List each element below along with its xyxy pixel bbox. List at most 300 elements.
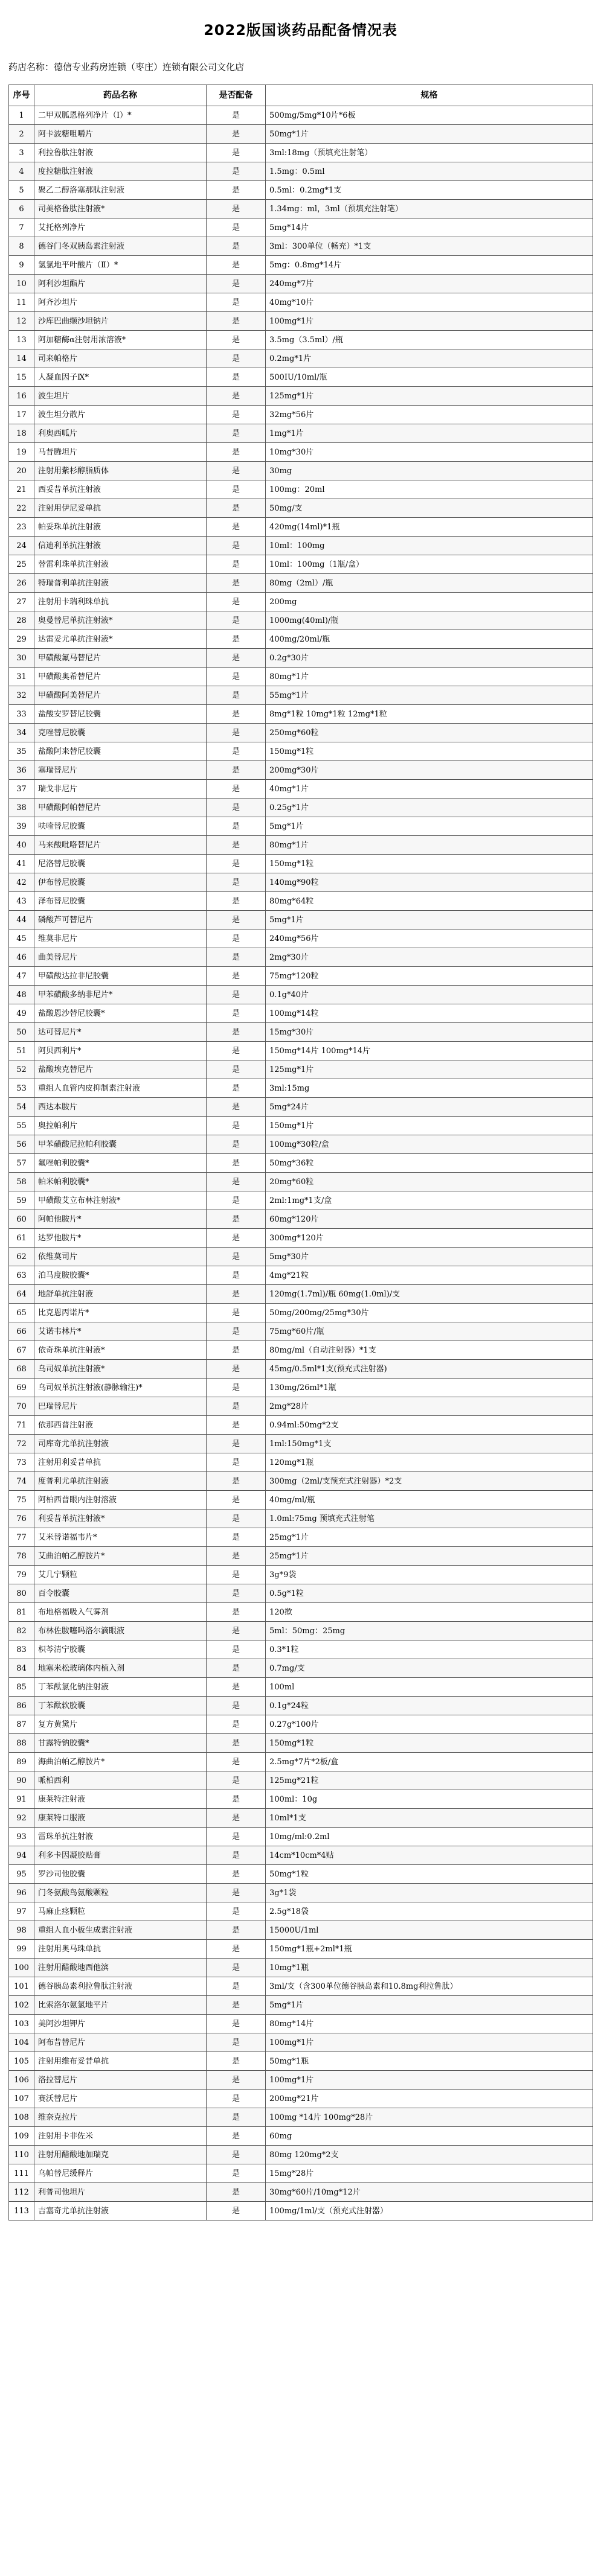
spec: 240mg*7片 [266, 275, 593, 293]
stocked-status: 是 [207, 1304, 266, 1322]
drug-name: 注射用醋酸地西他滨 [34, 1959, 207, 1977]
row-number: 49 [9, 1004, 34, 1023]
spec: 50mg/200mg/25mg*30片 [266, 1304, 593, 1322]
stocked-status: 是 [207, 2052, 266, 2071]
spec: 250mg*60粒 [266, 724, 593, 742]
row-number: 38 [9, 799, 34, 817]
table-row [9, 1098, 593, 1117]
drug-name: 地舒单抗注射液 [34, 1285, 207, 1304]
row-number: 72 [9, 1435, 34, 1453]
drug-name: 注射用卡非佐米 [34, 2127, 207, 2146]
spec: 0.2mg*1片 [266, 349, 593, 368]
row-number: 28 [9, 611, 34, 630]
stocked-status: 是 [207, 406, 266, 424]
drug-name: 达雷妥尤单抗注射液* [34, 630, 207, 649]
row-number: 3 [9, 144, 34, 162]
page-title: 2022版国谈药品配备情况表 [204, 22, 397, 39]
table-row [9, 2052, 593, 2071]
spec: 125mg*21粒 [266, 1771, 593, 1790]
spec: 100ml：10g [266, 1790, 593, 1809]
table-row [9, 162, 593, 181]
spec: 80mg 120mg*2支 [266, 2146, 593, 2164]
stocked-status: 是 [207, 2164, 266, 2183]
row-number: 6 [9, 200, 34, 218]
stocked-status: 是 [207, 911, 266, 929]
stocked-status: 是 [207, 106, 266, 125]
spec: 120mg(1.7ml)/瓶 60mg(1.0ml)/支 [266, 1285, 593, 1304]
row-number: 36 [9, 761, 34, 780]
table-row [9, 836, 593, 855]
row-number: 107 [9, 2090, 34, 2108]
stocked-status: 是 [207, 1566, 266, 1584]
stocked-status: 是 [207, 1510, 266, 1528]
drug-name: 美阿沙坦钾片 [34, 2015, 207, 2033]
row-number: 85 [9, 1678, 34, 1697]
row-number: 70 [9, 1397, 34, 1416]
table-row [9, 611, 593, 630]
row-number: 67 [9, 1341, 34, 1360]
drug-name: 聚乙二醇洛塞那肽注射液 [34, 181, 207, 200]
drug-name: 氢氯地平叶酸片（Ⅱ）* [34, 256, 207, 275]
stocked-status: 是 [207, 2183, 266, 2202]
table-row [9, 1697, 593, 1715]
header-spec: 规格 [266, 85, 593, 106]
drug-name: 赛沃替尼片 [34, 2090, 207, 2108]
drug-name: 重组人血管内皮抑制素注射液 [34, 1079, 207, 1098]
drug-name: 帕米帕利胶囊* [34, 1173, 207, 1191]
drug-name: 盐酸安罗替尼胶囊 [34, 705, 207, 724]
spec: 10ml：100mg [266, 537, 593, 555]
drug-name: 海曲泊帕乙醇胺片* [34, 1753, 207, 1771]
drug-name: 沙库巴曲缬沙坦钠片 [34, 312, 207, 331]
spec: 120揿 [266, 1603, 593, 1622]
row-number: 91 [9, 1790, 34, 1809]
spec: 50mg*1瓶 [266, 2052, 593, 2071]
stocked-status: 是 [207, 2090, 266, 2108]
table-row [9, 686, 593, 705]
drug-name: 注射用利妥昔单抗 [34, 1453, 207, 1472]
spec: 4mg*21粒 [266, 1266, 593, 1285]
stocked-status: 是 [207, 1173, 266, 1191]
table-row [9, 1341, 593, 1360]
drug-name: 布地格福吸入气雾剂 [34, 1603, 207, 1622]
stocked-status: 是 [207, 630, 266, 649]
row-number: 86 [9, 1697, 34, 1715]
table-row [9, 237, 593, 256]
row-number: 13 [9, 331, 34, 349]
table-row [9, 2146, 593, 2164]
stocked-status: 是 [207, 1940, 266, 1959]
table-row [9, 855, 593, 873]
table-row [9, 1771, 593, 1790]
table-row [9, 1248, 593, 1266]
table-row [9, 1023, 593, 1042]
table-row [9, 312, 593, 331]
row-number: 31 [9, 668, 34, 686]
table-row [9, 2090, 593, 2108]
row-number: 21 [9, 480, 34, 499]
spec: 60mg*120片 [266, 1210, 593, 1229]
spec: 0.3*1粒 [266, 1640, 593, 1659]
stocked-status: 是 [207, 1023, 266, 1042]
stocked-status: 是 [207, 2202, 266, 2221]
table-row [9, 593, 593, 611]
spec: 75mg*60片/瓶 [266, 1322, 593, 1341]
stocked-status: 是 [207, 1154, 266, 1173]
drug-name: 尼洛替尼胶囊 [34, 855, 207, 873]
drug-name: 西妥昔单抗注射液 [34, 480, 207, 499]
row-number: 42 [9, 873, 34, 892]
stocked-status: 是 [207, 780, 266, 799]
table-row [9, 1622, 593, 1640]
spec: 10ml：100mg（1瓶/盒） [266, 555, 593, 574]
row-number: 29 [9, 630, 34, 649]
header-no: 序号 [9, 85, 34, 106]
spec: 100mg*1片 [266, 312, 593, 331]
stocked-status: 是 [207, 668, 266, 686]
drug-name: 洛拉替尼片 [34, 2071, 207, 2090]
spec: 200mg [266, 593, 593, 611]
row-number: 50 [9, 1023, 34, 1042]
spec: 2.5mg*7片*2板/盒 [266, 1753, 593, 1771]
drug-name: 马昔腾坦片 [34, 443, 207, 462]
spec: 100ml [266, 1678, 593, 1697]
stocked-status: 是 [207, 1266, 266, 1285]
stocked-status: 是 [207, 873, 266, 892]
stocked-status: 是 [207, 424, 266, 443]
stocked-status: 是 [207, 555, 266, 574]
header-stocked: 是否配备 [207, 85, 266, 106]
spec: 2mg*28片 [266, 1397, 593, 1416]
stocked-status: 是 [207, 724, 266, 742]
stocked-status: 是 [207, 1809, 266, 1828]
spec: 5mg*14片 [266, 218, 593, 237]
drug-name: 艾曲泊帕乙醇胺片* [34, 1547, 207, 1566]
spec: 30mg [266, 462, 593, 480]
table-row [9, 668, 593, 686]
drug-name: 德谷门冬双胰岛素注射液 [34, 237, 207, 256]
row-number: 108 [9, 2108, 34, 2127]
row-number: 69 [9, 1379, 34, 1397]
drug-name: 甲磺酸阿美替尼片 [34, 686, 207, 705]
spec: 20mg*60粒 [266, 1173, 593, 1191]
stocked-status: 是 [207, 499, 266, 518]
drug-name: 维奈克拉片 [34, 2108, 207, 2127]
stocked-status: 是 [207, 349, 266, 368]
table-row [9, 1809, 593, 1828]
row-number: 60 [9, 1210, 34, 1229]
table-row [9, 181, 593, 200]
row-number: 96 [9, 1884, 34, 1902]
table-row [9, 742, 593, 761]
drug-name: 艾几宁颗粒 [34, 1566, 207, 1584]
table-row [9, 499, 593, 518]
table-row [9, 1397, 593, 1416]
drug-name: 康莱特注射液 [34, 1790, 207, 1809]
stocked-status: 是 [207, 574, 266, 593]
stocked-status: 是 [207, 611, 266, 630]
table-row [9, 1360, 593, 1379]
spec: 100mg *14片 100mg*28片 [266, 2108, 593, 2127]
spec: 75mg*120粒 [266, 967, 593, 986]
table-row [9, 799, 593, 817]
spec: 1.34mg：ml，3ml（预填充注射笔） [266, 200, 593, 218]
stocked-status: 是 [207, 593, 266, 611]
stocked-status: 是 [207, 387, 266, 406]
stocked-status: 是 [207, 1229, 266, 1248]
row-number: 51 [9, 1042, 34, 1060]
table-row [9, 1996, 593, 2015]
drug-name: 甲磺酸奥希替尼片 [34, 668, 207, 686]
drug-name: 依维莫司片 [34, 1248, 207, 1266]
drug-name: 艾米替诺福韦片* [34, 1528, 207, 1547]
stocked-status: 是 [207, 986, 266, 1004]
stocked-status: 是 [207, 1902, 266, 1921]
row-number: 112 [9, 2183, 34, 2202]
table-row [9, 1753, 593, 1771]
table-row [9, 705, 593, 724]
spec: 3ml：300单位（畅充）*1支 [266, 237, 593, 256]
stocked-status: 是 [207, 1753, 266, 1771]
spec: 40mg*10片 [266, 293, 593, 312]
stocked-status: 是 [207, 1135, 266, 1154]
table-row [9, 275, 593, 293]
drug-name: 甲磺酸阿帕替尼片 [34, 799, 207, 817]
spec: 500IU/10ml/瓶 [266, 368, 593, 387]
stocked-status: 是 [207, 125, 266, 144]
row-number: 46 [9, 948, 34, 967]
row-number: 19 [9, 443, 34, 462]
table-row [9, 293, 593, 312]
stocked-status: 是 [207, 218, 266, 237]
spec: 50mg*36粒 [266, 1154, 593, 1173]
spec: 100mg/1ml/支（预充式注射器） [266, 2202, 593, 2221]
spec: 80mg*64粒 [266, 892, 593, 911]
row-number: 33 [9, 705, 34, 724]
drug-name: 磷酸芦可替尼片 [34, 911, 207, 929]
table-row [9, 1285, 593, 1304]
row-number: 87 [9, 1715, 34, 1734]
spec: 5mg*1片 [266, 1996, 593, 2015]
spec: 1mg*1片 [266, 424, 593, 443]
drug-name: 甲苯磺酸尼拉帕利胶囊 [34, 1135, 207, 1154]
stocked-status: 是 [207, 1771, 266, 1790]
row-number: 65 [9, 1304, 34, 1322]
stocked-status: 是 [207, 1547, 266, 1566]
stocked-status: 是 [207, 948, 266, 967]
table-row [9, 1603, 593, 1622]
spec: 0.5g*1粒 [266, 1584, 593, 1603]
drug-name: 司美格鲁肽注射液* [34, 200, 207, 218]
row-number: 1 [9, 106, 34, 125]
table-row [9, 1547, 593, 1566]
row-number: 109 [9, 2127, 34, 2146]
table-row [9, 2164, 593, 2183]
drug-name: 丁苯酞软胶囊 [34, 1697, 207, 1715]
table-row [9, 349, 593, 368]
spec: 14cm*10cm*4贴 [266, 1846, 593, 1865]
row-number: 30 [9, 649, 34, 668]
spec: 50mg/支 [266, 499, 593, 518]
spec: 0.5ml：0.2mg*1支 [266, 181, 593, 200]
stocked-status: 是 [207, 742, 266, 761]
table-row [9, 555, 593, 574]
drug-name: 甲苯磺酸多纳非尼片* [34, 986, 207, 1004]
spec: 15000U/1ml [266, 1921, 593, 1940]
spec: 100mg*14粒 [266, 1004, 593, 1023]
spec: 5mg*24片 [266, 1098, 593, 1117]
drug-name: 阿帕他胺片* [34, 1210, 207, 1229]
drug-name: 康莱特口服液 [34, 1809, 207, 1828]
row-number: 24 [9, 537, 34, 555]
stocked-status: 是 [207, 2033, 266, 2052]
row-number: 63 [9, 1266, 34, 1285]
drug-name: 雷珠单抗注射液 [34, 1828, 207, 1846]
spec: 240mg*56片 [266, 929, 593, 948]
table-row [9, 817, 593, 836]
table-row [9, 1734, 593, 1753]
drug-name: 阿利沙坦酯片 [34, 275, 207, 293]
drug-name: 罗沙司他胶囊 [34, 1865, 207, 1884]
spec: 25mg*1片 [266, 1528, 593, 1547]
spec: 55mg*1片 [266, 686, 593, 705]
drug-name: 盐酸恩沙替尼胶囊* [34, 1004, 207, 1023]
stocked-status: 是 [207, 275, 266, 293]
table-row [9, 1715, 593, 1734]
stocked-status: 是 [207, 1042, 266, 1060]
drug-name: 瑞戈非尼片 [34, 780, 207, 799]
spec: 120mg*1瓶 [266, 1453, 593, 1472]
table-row [9, 144, 593, 162]
spec: 0.94ml:50mg*2支 [266, 1416, 593, 1435]
drug-name: 西达本胺片 [34, 1098, 207, 1117]
drug-name: 乌司奴单抗注射液* [34, 1360, 207, 1379]
spec: 1.0ml:75mg 预填充式注射笔 [266, 1510, 593, 1528]
stocked-status: 是 [207, 1659, 266, 1678]
table-row [9, 1659, 593, 1678]
table-row [9, 218, 593, 237]
spec: 2.5g*18袋 [266, 1902, 593, 1921]
spec: 150mg*1粒 [266, 855, 593, 873]
spec: 30mg*60片/10mg*12片 [266, 2183, 593, 2202]
row-number: 27 [9, 593, 34, 611]
row-number: 89 [9, 1753, 34, 1771]
row-number: 74 [9, 1472, 34, 1491]
row-number: 7 [9, 218, 34, 237]
stocked-status: 是 [207, 200, 266, 218]
row-number: 57 [9, 1154, 34, 1173]
row-number: 77 [9, 1528, 34, 1547]
drug-name: 达罗他胺片* [34, 1229, 207, 1248]
spec: 0.25g*1片 [266, 799, 593, 817]
stocked-status: 是 [207, 443, 266, 462]
stocked-status: 是 [207, 537, 266, 555]
stocked-status: 是 [207, 1715, 266, 1734]
stocked-status: 是 [207, 1079, 266, 1098]
drug-name: 枳芩清宁胶囊 [34, 1640, 207, 1659]
stocked-status: 是 [207, 761, 266, 780]
spec: 100mg*1片 [266, 2071, 593, 2090]
drug-name: 阿布昔替尼片 [34, 2033, 207, 2052]
row-number: 102 [9, 1996, 34, 2015]
table-row [9, 1584, 593, 1603]
spec: 40mg/ml/瓶 [266, 1491, 593, 1510]
stocked-status: 是 [207, 1379, 266, 1397]
row-number: 5 [9, 181, 34, 200]
drug-name: 地塞米松玻璃体内植入剂 [34, 1659, 207, 1678]
stocked-status: 是 [207, 1697, 266, 1715]
stocked-status: 是 [207, 1435, 266, 1453]
spec: 2mg*30片 [266, 948, 593, 967]
drug-name: 比克恩丙诺片* [34, 1304, 207, 1322]
spec: 80mg*1片 [266, 668, 593, 686]
table-row [9, 387, 593, 406]
table-row [9, 1191, 593, 1210]
stocked-status: 是 [207, 462, 266, 480]
spec: 80mg/ml（自动注射器）*1支 [266, 1341, 593, 1360]
drug-name: 人凝血因子Ⅸ* [34, 368, 207, 387]
row-number: 111 [9, 2164, 34, 2183]
stocked-status: 是 [207, 312, 266, 331]
drug-name: 重组人血小板生成素注射液 [34, 1921, 207, 1940]
row-number: 20 [9, 462, 34, 480]
drug-name: 艾诺韦林片* [34, 1322, 207, 1341]
stocked-status: 是 [207, 2108, 266, 2127]
drug-name: 达可替尼片* [34, 1023, 207, 1042]
stocked-status: 是 [207, 1734, 266, 1753]
table-row [9, 1640, 593, 1659]
spec: 200mg*21片 [266, 2090, 593, 2108]
table-row [9, 368, 593, 387]
stocked-status: 是 [207, 686, 266, 705]
row-number: 56 [9, 1135, 34, 1154]
drug-name: 门冬氨酸鸟氨酸颗粒 [34, 1884, 207, 1902]
row-number: 113 [9, 2202, 34, 2221]
spec: 125mg*1片 [266, 1060, 593, 1079]
table-row [9, 2202, 593, 2221]
drug-name: 甲磺酸达拉非尼胶囊 [34, 967, 207, 986]
stocked-status: 是 [207, 1472, 266, 1491]
row-number: 106 [9, 2071, 34, 2090]
table-row [9, 443, 593, 462]
stocked-status: 是 [207, 799, 266, 817]
drug-name: 二甲双胍恩格列净片（Ⅰ）* [34, 106, 207, 125]
spec: 150mg*1粒 [266, 1734, 593, 1753]
drug-name: 信迪利单抗注射液 [34, 537, 207, 555]
spec: 0.2g*30片 [266, 649, 593, 668]
row-number: 103 [9, 2015, 34, 2033]
row-number: 47 [9, 967, 34, 986]
spec: 1000mg(40ml)/瓶 [266, 611, 593, 630]
table-row [9, 574, 593, 593]
spec: 15mg*28片 [266, 2164, 593, 2183]
drug-name: 甲磺酸氟马替尼片 [34, 649, 207, 668]
table-row [9, 1790, 593, 1809]
spec: 25mg*1片 [266, 1547, 593, 1566]
spec: 10mg/ml:0.2ml [266, 1828, 593, 1846]
stocked-status: 是 [207, 1416, 266, 1435]
spec: 150mg*1瓶+2ml*1瓶 [266, 1940, 593, 1959]
table-row [9, 1004, 593, 1023]
table-row [9, 106, 593, 125]
drug-name: 艾托格列净片 [34, 218, 207, 237]
row-number: 23 [9, 518, 34, 537]
row-number: 37 [9, 780, 34, 799]
stocked-status: 是 [207, 1248, 266, 1266]
spec: 300mg（2ml/支预充式注射器）*2支 [266, 1472, 593, 1491]
drug-name: 替雷利珠单抗注射液 [34, 555, 207, 574]
row-number: 93 [9, 1828, 34, 1846]
